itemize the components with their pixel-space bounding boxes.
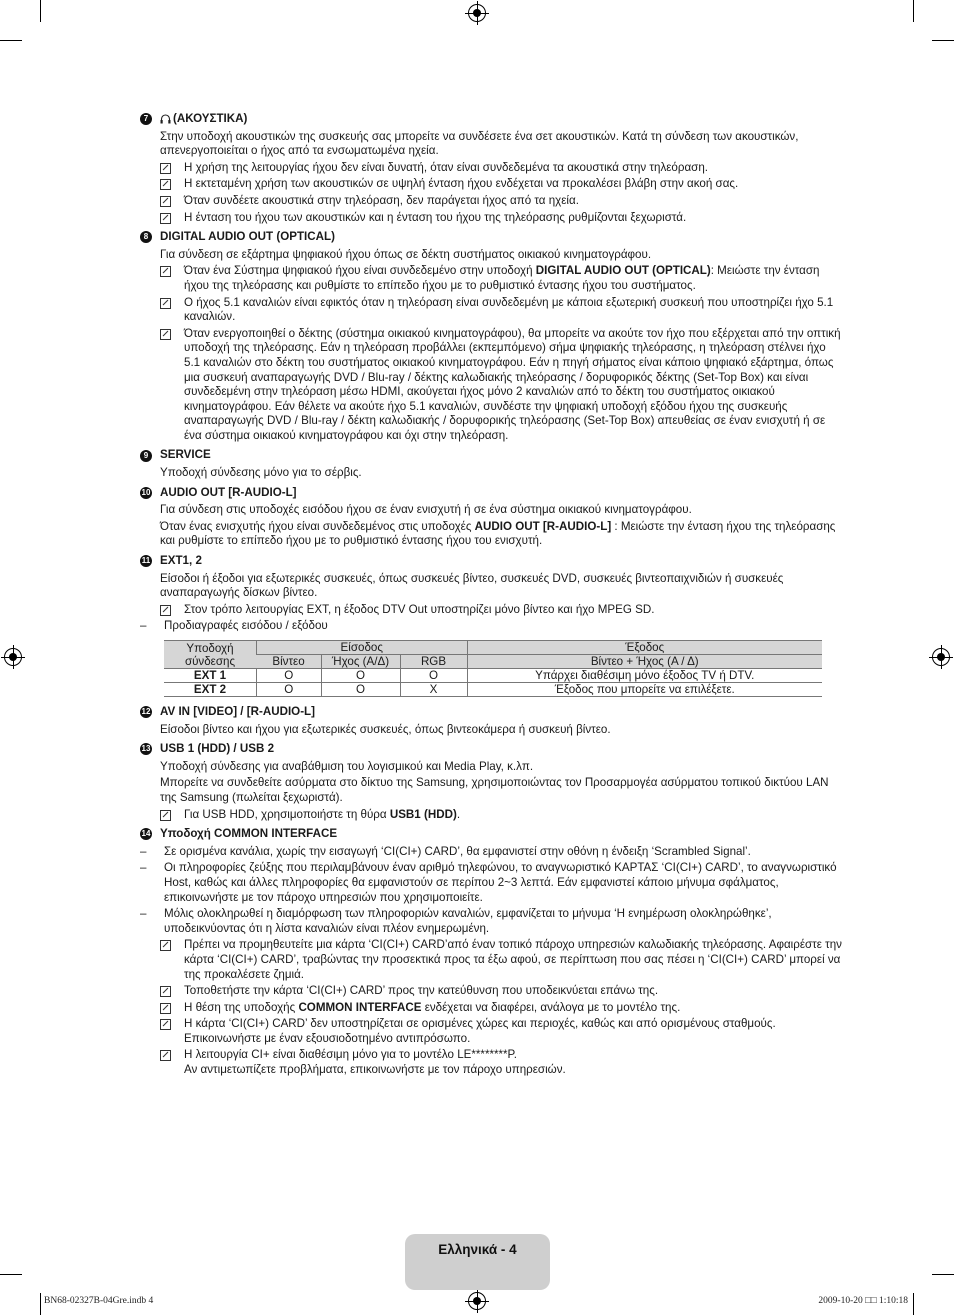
crop-mark [932,40,954,41]
crop-mark [913,1293,914,1315]
imprint-datetime: 2009-10-20 □□ 1:10:18 [818,1296,908,1306]
note-text: Όταν συνδέετε ακουστικά στην τηλεόραση, δεν παράγεται ήχος από τα ηχεία. [184,193,579,207]
table-subheader: RGB [400,655,467,669]
note-text: Τοποθετήστε την κάρτα ‘CI(CI+) CARD’ προς την κατεύθυνση που υποδεικνύεται επάνω της. [184,984,659,998]
section-8 [140,230,842,443]
note-item [160,327,842,444]
section-common-interface [140,827,842,1078]
dash-item: – Σε ορισμένα κανάλια, χωρίς την εισαγωγή ‘CI(CI+) CARD’, θα εμφανιστεί στην οθόνη η ένδειξη ‘Scrambled Signal’. [140,844,751,858]
section-number-icon: 14 [141,829,151,839]
note-icon [160,179,171,190]
ci-items [140,845,842,1078]
note-icon [160,1003,171,1014]
table-header: Έξοδος [467,641,822,655]
section-paragraph: Όταν ένας ενισχυτής ήχου είναι συνδεδεμένος στις υποδοχές AUDIO OUT [R-AUDIO-L] : Μειώστε την ένταση ήχου της τηλεόρασης και ρυθμίστε το επίπεδο ήχου με το ρυθμιστικό έντασης ήχου του ενισχυτή. [160,519,836,548]
dash-text: Προδιαγραφές εισόδου / εξόδου [164,619,328,633]
dash-text: Σε ορισμένα κανάλια, χωρίς την εισαγωγή ‘CI(CI+) CARD’, θα εμφανιστεί στην οθόνη η ένδειξη ‘Scrambled Signal’. [164,844,751,858]
section-title: Υποδοχή COMMON INTERFACE [160,827,338,841]
note-icon [160,266,171,277]
note-item [160,808,842,823]
section-number-icon: 10 [141,487,151,497]
registration-mark-icon [468,1292,486,1310]
headphones-icon [160,114,171,124]
section-paragraph: Είσοδοι βίντεο και ήχου για εξωτερικές συσκευές, όπως βιντεοκάμερα ή συσκευή βίντεο. [160,722,611,736]
section-number-icon: 13 [141,744,151,754]
note-item [160,161,842,176]
section-heading [140,827,842,842]
section-paragraph: Για σύνδεση στις υποδοχές εισόδου ήχου σε έναν ενισχυτή ή σε ένα σύστημα οικιακού κινηματογράφου. [160,503,692,517]
crop-mark [913,0,914,22]
section-paragraph: Μπορείτε να συνδεθείτε ασύρματα στο δίκτυο της Samsung, χρησιμοποιώντας τον Προσαρμογέα ασύρματου τοπικού δικτύου LAN της Samsung (πωλείται ξεχωριστά). [160,776,829,804]
dash-text: Μόλις ολοκληρωθεί η διαμόρφωση των πληροφοριών καναλιών, εμφανίζεται το μήνυμα ‘Η ενημέρωση ολοκληρώθηκε’, υποδεικνύοντας ότι η λίστα καναλιών είναι πλέον ενημερωμένη. [164,907,772,935]
note-text: Για USB HDD, χρησιμοποιήστε τη θύρα USB1 (HDD). [184,807,461,821]
note-item [160,211,842,226]
table-cell: X [400,683,467,697]
crop-mark [0,1274,22,1275]
note-item [160,1048,842,1077]
table-cell: O [321,669,400,683]
page-number-tab [405,1234,550,1290]
section-title: AUDIO OUT [R-AUDIO-L] [160,485,297,499]
crop-mark [40,1293,41,1315]
section-ext [140,554,842,697]
table-cell: EXT 1 [164,669,257,683]
section-number-icon: 11 [141,556,151,566]
note-text: Όταν ένα Σύστημα ψηφιακού ήχου είναι συνδεδεμένο στην υποδοχή DIGITAL AUDIO OUT (OPTICAL): Μειώστε την ένταση ήχου της τηλεόρασης και ρυθμίστε το επίπεδο ήχου με το ρυθμιστικό έντασης ήχου του συστήματος. [184,264,820,292]
note-icon [160,163,171,174]
section-9 [140,448,842,480]
note-text: Πρέπει να προμηθευτείτε μια κάρτα ‘CI(CI+) CARD’από έναν τοπικό πάροχο υπηρεσιών καλωδιακής τηλεόρασης. Αφαιρέστε την κάρτα ‘CI(CI+) CARD’, τραβώντας την προσεκτικά προς τα έξω αφού, σε περίπτωση που σας πέσει η ‘CI(CI+) CARD’ μπορεί να της προκαλέσετε ζημιά. [184,938,842,981]
note-item [160,938,842,982]
note-item [160,296,842,325]
registration-mark-icon [4,648,22,666]
section-title: SERVICE [160,448,211,462]
section-10 [140,486,842,549]
note-icon [160,940,171,951]
note-icon [160,986,171,997]
section-paragraph: Στην υποδοχή ακουστικών της συσκευής σας μπορείτε να συνδέσετε ένα σετ ακουστικών. Κατά τη σύνδεση των ακουστικών, απενεργοποιείται ο ήχος από τα ενσωματωμένα ηχεία. [160,129,799,158]
crop-mark [40,0,41,22]
section-7 [140,112,842,225]
note-icon [160,213,171,224]
dash-item: – Προδιαγραφές εισόδου / εξόδου [140,619,328,633]
table-subheader: Βίντεο [257,655,322,669]
crop-mark [932,1274,954,1275]
section-paragraph: Για σύνδεση σε εξάρτημα ψηφιακού ήχου όπως σε δέκτη συστήματος οικιακού κινηματογράφου. [160,247,652,261]
note-item [160,603,842,618]
io-spec-table [164,640,822,697]
note-icon [160,810,171,821]
section-heading [140,112,842,127]
table-cell: O [321,683,400,697]
section-paragraph: Υποδοχή σύνδεσης για αναβάθμιση του λογισμικού και Media Play, κ.λπ. [160,759,534,773]
note-text: Η χρήση της λειτουργίας ήχου δεν είναι δυνατή, όταν είναι συνδεδεμένα τα ακουστικά στην τηλεόραση. [184,160,708,174]
section-number-icon: 12 [141,707,151,717]
registration-mark-icon [468,4,486,22]
section-title: AV IN [VIDEO] / [R-AUDIO-L] [160,705,315,718]
section-list [140,705,842,822]
table-subheader: Βίντεο + Ήχος (Α / Δ) [467,655,822,669]
note-text: Όταν ενεργοποιηθεί ο δέκτης (σύστημα οικιακού κινηματογράφου), θα μπορείτε να ακούτε τον ήχο που εξέρχεται από την οπτική υποδοχή της τηλεόρασης. Εάν η τηλεόραση προβάλλει (εκπεμπόμενο) σήμα ψηφιακής τηλεόρασης, η τηλεόραση στέλνει ήχο 5.1 καναλιών στο δέκτη του συστήματος οικιακού κινηματογράφου. Εάν η πηγή σήματος είναι κάποιο ψηφιακό εξάρτημα, όπως μια συσκευή αναπαραγωγής DVD / Blu-ray / δέκτης καλωδιακής τηλεόρασης / δορυφορικός δέκτης (Set-Top Box) και είναι συνδεδεμένη στην τηλεόραση μέσω HDMI, ακούγεται ήχος μόνο 2 καναλιών από το δέκτη του συστήματος οικιακού κινηματογράφου. Εάν θέλετε να ακούτε ήχο 5.1 καναλιών, συνδέστε την ψηφιακή υποδοχή εξόδου ήχου της συσκευής αναπαραγωγής DVD / Blu-ray / δέκτη καλωδιακής / δορυφορικής τηλεόρασης (Set-Top Box) απευθείας σε έναν ενισχυτή ή σε ένα σύστημα οικιακού κινηματογράφου και όχι στην τηλεόραση. [184,326,841,442]
section-number-icon: 9 [140,450,152,462]
table-header: Είσοδος [257,641,468,655]
section-heading [140,448,842,463]
section-heading [140,486,842,501]
section-paragraph: Υποδοχή σύνδεσης μόνο για το σέρβις. [160,466,362,480]
note-text: Ο ήχος 5.1 καναλιών είναι εφικτός όταν η τηλεόραση είναι συνδεδεμένη με κάποια εξωτερική συσκευή που υποστηρίζει ήχο 5.1 καναλιών. [184,295,834,324]
crop-mark [0,40,22,41]
table-cell: Έξοδος που μπορείτε να επιλέξετε. [467,683,822,697]
note-item [160,264,842,293]
table-cell: EXT 2 [164,683,257,697]
section-number-icon: 7 [140,113,152,125]
note-icon [160,298,171,309]
section-heading [140,230,842,245]
note-text: Η λειτουργία CI+ είναι διαθέσιμη μόνο για το μοντέλο LE********P. Αν αντιμετωπίζετε προβλήματα, επικοινωνήστε με τον πάροχο υπηρεσιών. [184,1048,566,1077]
section-title: USB 1 (HDD) / USB 2 [160,742,275,756]
note-item [160,984,842,999]
section-title: DIGITAL AUDIO OUT (OPTICAL) [160,230,335,244]
section-heading [140,705,842,720]
section-number-icon: 8 [140,231,152,243]
note-text: Η ένταση του ήχου των ακουστικών και η ένταση του ήχου της τηλεόρασης ρυθμίζονται ξεχωριστά. [184,210,687,224]
main-content [140,112,842,1083]
note-text: Η εκτεταμένη χρήση των ακουστικών σε υψηλή ένταση ήχου ενδέχεται να προκαλέσει βλάβη στην ακοή σας. [184,177,739,191]
table-cell: O [257,669,322,683]
dash-text: Οι πληροφορίες ζεύξης που περιλαμβάνουν έναν αριθμό τηλεφώνου, το αναγνωριστικό ΚΑΡΤΑΣ ‘CI(CI+) CARD’, το αναγνωριστικό Host, καθώς και άλλες πληροφορίες θα εμφανιστούν σε περίπου 2~3 λεπτά. Εάν εμφανιστεί κάποιο μήνυμα σφάλματος, επικοινωνήστε με τον πάροχο υπηρεσιών που χρησιμοποιείτε. [164,861,837,904]
note-item [160,1017,842,1046]
table-row [164,669,822,683]
dash-item: – Οι πληροφορίες ζεύξης που περιλαμβάνουν έναν αριθμό τηλεφώνου, το αναγνωριστικό ΚΑΡΤΑΣ ‘CI(CI+) CARD’, το αναγνωριστικό Host, καθώς και άλλες πληροφορίες θα εμφανιστούν σε περίπου 2~3 λεπτά. Εάν εμφανιστεί κάποιο μήνυμα σφάλματος, επικοινωνήστε με τον πάροχο υπηρεσιών που χρησιμοποιείτε. [140,861,842,905]
table-row [164,683,822,697]
section-heading [140,554,842,569]
table-header: Υποδοχή σύνδεσης [164,641,257,669]
note-icon [160,1019,171,1030]
dash-item: – Μόλις ολοκληρωθεί η διαμόρφωση των πληροφοριών καναλιών, εμφανίζεται το μήνυμα ‘Η ενημέρωση ολοκληρώθηκε’, υποδεικνύοντας ότι η λίστα καναλιών είναι πλέον ενημερωμένη. [140,907,842,936]
section-title: EXT1, 2 [160,554,202,568]
table-cell: O [257,683,322,697]
section-paragraph: Είσοδοι ή έξοδοι για εξωτερικές συσκευές, όπως συσκευές βίντεο, συσκευές DVD, συσκευές βιντεοπαιχνιδιών ή συσκευές αναπαραγωγής δίσκων βίντεο. [160,571,784,600]
table-cell: Υπάρχει διαθέσιμη μόνο έξοδος TV ή DTV. [467,669,822,683]
note-icon [160,196,171,207]
section-heading [140,742,842,757]
section-list [140,112,842,549]
page-label: Ελληνικά - 4 [438,1242,517,1257]
section-13 [140,742,842,822]
note-text: Η θέση της υποδοχής COMMON INTERFACE ενδέχεται να διαφέρει, ανάλογα με το μοντέλο της. [184,1000,681,1014]
section-title: (ΑΚΟΥΣΤΙΚΑ) [173,112,248,125]
note-icon [160,329,171,340]
table-subheader: Ήχος (Α/Δ) [321,655,400,669]
note-icon [160,605,171,616]
table-cell: O [400,669,467,683]
note-item [160,194,842,209]
registration-mark-icon [932,648,950,666]
imprint-file: BN68-02327B-04Gre.indb 4 [44,1296,154,1306]
note-icon [160,1050,171,1061]
section-12 [140,705,842,737]
note-item [160,1001,842,1016]
note-text: Στον τρόπο λειτουργίας EXT, η έξοδος DTV Out υποστηρίζει μόνο βίντεο και ήχο MPEG SD. [184,602,655,616]
note-text: Η κάρτα ‘CI(CI+) CARD’ δεν υποστηρίζεται σε ορισμένες χώρες και περιοχές, καθώς και από ορισμένους σταθμούς. Επικοινωνήστε με έναν εξουσιοδοτημένο αντιπρόσωπο. [184,1017,776,1045]
note-item [160,177,842,192]
